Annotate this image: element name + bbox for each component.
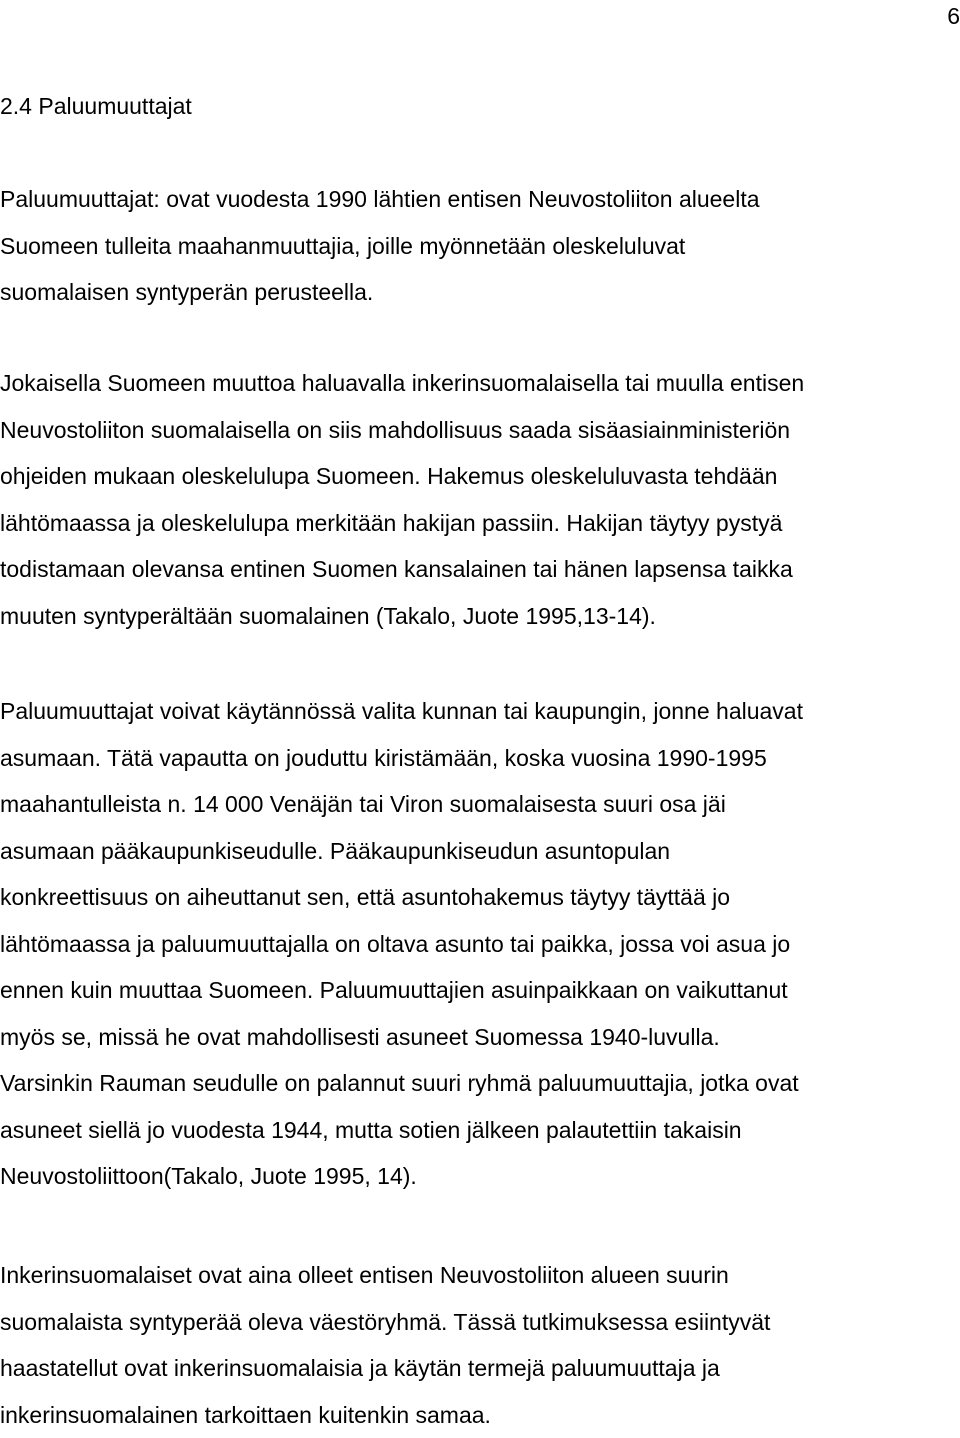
section-heading: 2.4 Paluumuuttajat [0, 92, 192, 120]
text-line: suomalaisen syntyperän perusteella. [0, 269, 760, 316]
text-line: lähtömaassa ja paluumuuttajalla on oltava asunto tai paikka, jossa voi asua jo [0, 921, 803, 968]
text-line: Paluumuuttajat voivat käytännössä valita kunnan tai kaupungin, jonne haluavat [0, 688, 803, 735]
paragraph-2 [0, 360, 804, 639]
page-number: 6 [947, 2, 960, 30]
text-line: Paluumuuttajat: ovat vuodesta 1990 lähtien entisen Neuvostoliiton alueelta [0, 176, 760, 223]
text-line: Neuvostoliiton suomalaisella on siis mahdollisuus saada sisäasiainministeriön [0, 407, 804, 454]
text-line: inkerinsuomalainen tarkoittaen kuitenkin samaa. [0, 1392, 770, 1438]
text-line: Neuvostoliittoon(Takalo, Juote 1995, 14). [0, 1153, 803, 1200]
text-line: Inkerinsuomalaiset ovat aina olleet entisen Neuvostoliiton alueen suurin [0, 1252, 770, 1299]
text-line: asumaan. Tätä vapautta on jouduttu kiristämään, koska vuosina 1990-1995 [0, 735, 803, 782]
text-line: myös se, missä he ovat mahdollisesti asuneet Suomessa 1940-luvulla. [0, 1014, 803, 1061]
paragraph-4 [0, 1252, 770, 1438]
text-line: ennen kuin muuttaa Suomeen. Paluumuuttajien asuinpaikkaan on vaikuttanut [0, 967, 803, 1014]
text-line: suomalaista syntyperää oleva väestöryhmä. Tässä tutkimuksessa esiintyvät [0, 1299, 770, 1346]
paragraph-3 [0, 688, 803, 1200]
text-line: maahantulleista n. 14 000 Venäjän tai Viron suomalaisesta suuri osa jäi [0, 781, 803, 828]
text-line: asumaan pääkaupunkiseudulle. Pääkaupunkiseudun asuntopulan [0, 828, 803, 875]
text-line: Varsinkin Rauman seudulle on palannut suuri ryhmä paluumuuttajia, jotka ovat [0, 1060, 803, 1107]
text-line: konkreettisuus on aiheuttanut sen, että asuntohakemus täytyy täyttää jo [0, 874, 803, 921]
paragraph-1 [0, 176, 760, 316]
text-line: asuneet siellä jo vuodesta 1944, mutta sotien jälkeen palautettiin takaisin [0, 1107, 803, 1154]
text-line: todistamaan olevansa entinen Suomen kansalainen tai hänen lapsensa taikka [0, 546, 804, 593]
text-line: muuten syntyperältään suomalainen (Takalo, Juote 1995,13-14). [0, 593, 804, 640]
text-line: ohjeiden mukaan oleskelulupa Suomeen. Hakemus oleskeluluvasta tehdään [0, 453, 804, 500]
text-line: haastatellut ovat inkerinsuomalaisia ja käytän termejä paluumuuttaja ja [0, 1345, 770, 1392]
text-line: lähtömaassa ja oleskelulupa merkitään hakijan passiin. Hakijan täytyy pystyä [0, 500, 804, 547]
text-line: Jokaisella Suomeen muuttoa haluavalla inkerinsuomalaisella tai muulla entisen [0, 360, 804, 407]
text-line: Suomeen tulleita maahanmuuttajia, joille myönnetään oleskeluluvat [0, 223, 760, 270]
